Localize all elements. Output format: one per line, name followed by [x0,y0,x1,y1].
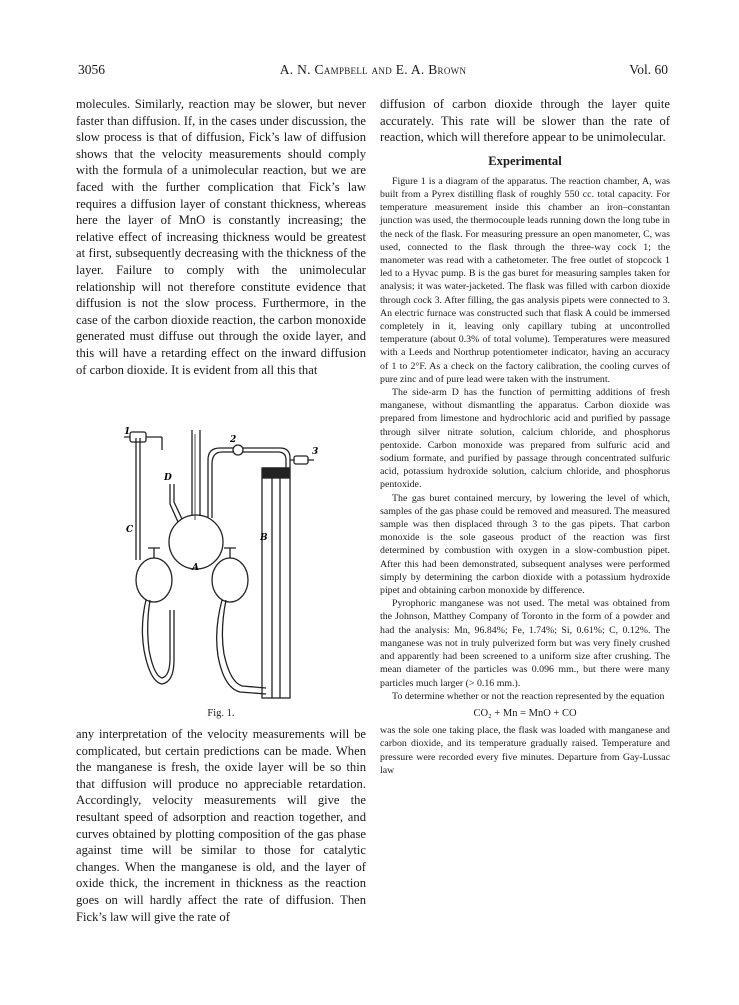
body-paragraph-small: Figure 1 is a diagram of the apparatus. The reaction chamber, A, was built from a Pyrex distilling flask of roughly 550 cc. total capacity. For temperature measurement inside this chamber an iron–constantan junction was used, the thermocouple leads running down the long tube in the neck of the flask. For measuring pressure an open manometer, C, was used, connected to the flask through the three-way cock 1; the manometer was read with a cathetometer. The free outlet of stopcock 1 led to a Hyvac pump. B is the gas buret for measuring samples taken for analysis; it was water-jacketed. The flask was filled with carbon dioxide through cock 3. After filling, the gas analysis pipets were connected to 3. An electric furnace was constructed such that flask A could be immersed completely in it, leaving only capillary tubing at uncontrolled temperature (about 0.3% of total volume). Temperatures were measured with a Leeds and Northrup potentiometer indicator, having an accuracy of 1 to 2°F. As a check on the factory calibration, the cooling curves of pure zinc and of pure lead were taken with the instrument. [380,175,670,385]
body-paragraph-small: To determine whether or not the reaction represented by the equation [392,690,665,702]
figure-caption: Fig. 1. [207,708,235,719]
body-paragraph: molecules. Similarly, reaction may be slower, but never faster than diffusion. If, in the cases under discussion, the slow process is that of diffusion, Fick’s law of diffusion shows that the velocity measurements should comply with the formula of a unimolecular reaction, but we are faced with the further complication that Fick’s law requires a diffusion layer of constant thickness, whereas here the layer of MnO is constantly increasing; the relative effect of increasing thickness would be greatest at first, subsequently decreasing with the thickness of the layer. Failure to comply with the unimolecular relationship will not therefore constitute evidence that diffusion is not the slow process. Furthermore, in the case of the carbon dioxide reaction, the carbon monoxide generated must diffuse out through the oxide layer, and this will have a retarding effect on the inward diffusion of carbon dioxide. It is evident from all this that [76,97,366,377]
figure-label-C: C [126,525,134,535]
chemical-equation: CO₂ + Mn = MnO + CO [473,707,577,719]
figure-label-3: 3 [312,447,319,457]
page-number: 3056 [78,62,105,77]
running-title-authors: A. N. Campbell and E. A. Brown [279,62,467,77]
apparatus-diagram [100,420,350,702]
figure-label-1: 1 [124,427,131,437]
right-column [380,96,670,777]
section-heading: Experimental [488,153,562,168]
body-paragraph: diffusion of carbon dioxide through the layer quite accurately. This rate will be slower than the rate of reaction, which will therefore appear to be unimolecular. [380,97,670,145]
body-paragraph-small: Pyrophoric manganese was not used. The metal was obtained from the Johnson, Matthey Company of Toronto in the form of a powder and had the analysis: Mn, 96.84%; Fe, 1.74%; Si, 0.61%; C, 0.12%. The manganese was not in truly pulverized form but was very finely crushed and apparently had been screened to a uniform size after crushing. The mean diameter of the particles was 0.096 mm., but there were many particles much larger (> 0.16 mm.). [380,598,670,689]
left-column-bottom [76,726,366,925]
apparatus-figure [100,420,350,702]
body-paragraph: any interpretation of the velocity measurements will be complicated, but certain predictions can be made. When the manganese is fresh, the oxide layer will be so thin that diffusion will produce no appreciable retardation. Accordingly, velocity measurements will give the resultant speed of adsorption and reaction together, and curves obtained by plotting composition of the gas phase against time will be similar to those for catalytic changes. When the manganese is old, and the layer of oxide thick, the increment in thickness as the reaction goes on will hardly affect the rate of diffusion. Then Fick’s law will give the rate of [76,727,366,924]
figure-label-D: D [164,473,172,483]
left-column-top [76,96,366,378]
figure-label-A: A [192,563,199,573]
running-header [78,62,668,82]
figure-label-B: B [260,533,268,543]
figure-label-2: 2 [230,435,237,445]
body-paragraph-small: was the sole one taking place, the flask was loaded with manganese and carbon dioxide, and its temperature gradually raised. Temperature and pressure were recorded every five minutes. Departure from Gay-Lussac law [380,725,670,776]
volume-label: Vol. 60 [629,62,668,77]
body-paragraph-small: The gas buret contained mercury, by lowering the level of which, samples of the gas phase could be removed and measured. The measured sample was then displaced through 3 to the gas pipets. That carbon monoxide is the sole gaseous product of the reaction was first determined by combustion with oxygen in a slow-combustion pipet. After this had been demonstrated, subsequent analyses were performed simply by determining the carbon dioxide with a potassium hydroxide pipet and obtaining carbon monoxide by difference. [380,492,670,597]
body-paragraph-small: The side-arm D has the function of permitting additions of fresh manganese, without dismantling the apparatus. Carbon dioxide was prepared from limestone and hydrochloric acid and purified by passage through silver nitrate solution, calcium chloride, and phosphorus pentoxide. Carbon monoxide was prepared from sulfuric acid and sodium formate, and purified by passage through concentrated sulfuric acid, potassium hydroxide solution, calcium chloride, and phosphorus pentoxide. [380,387,670,491]
